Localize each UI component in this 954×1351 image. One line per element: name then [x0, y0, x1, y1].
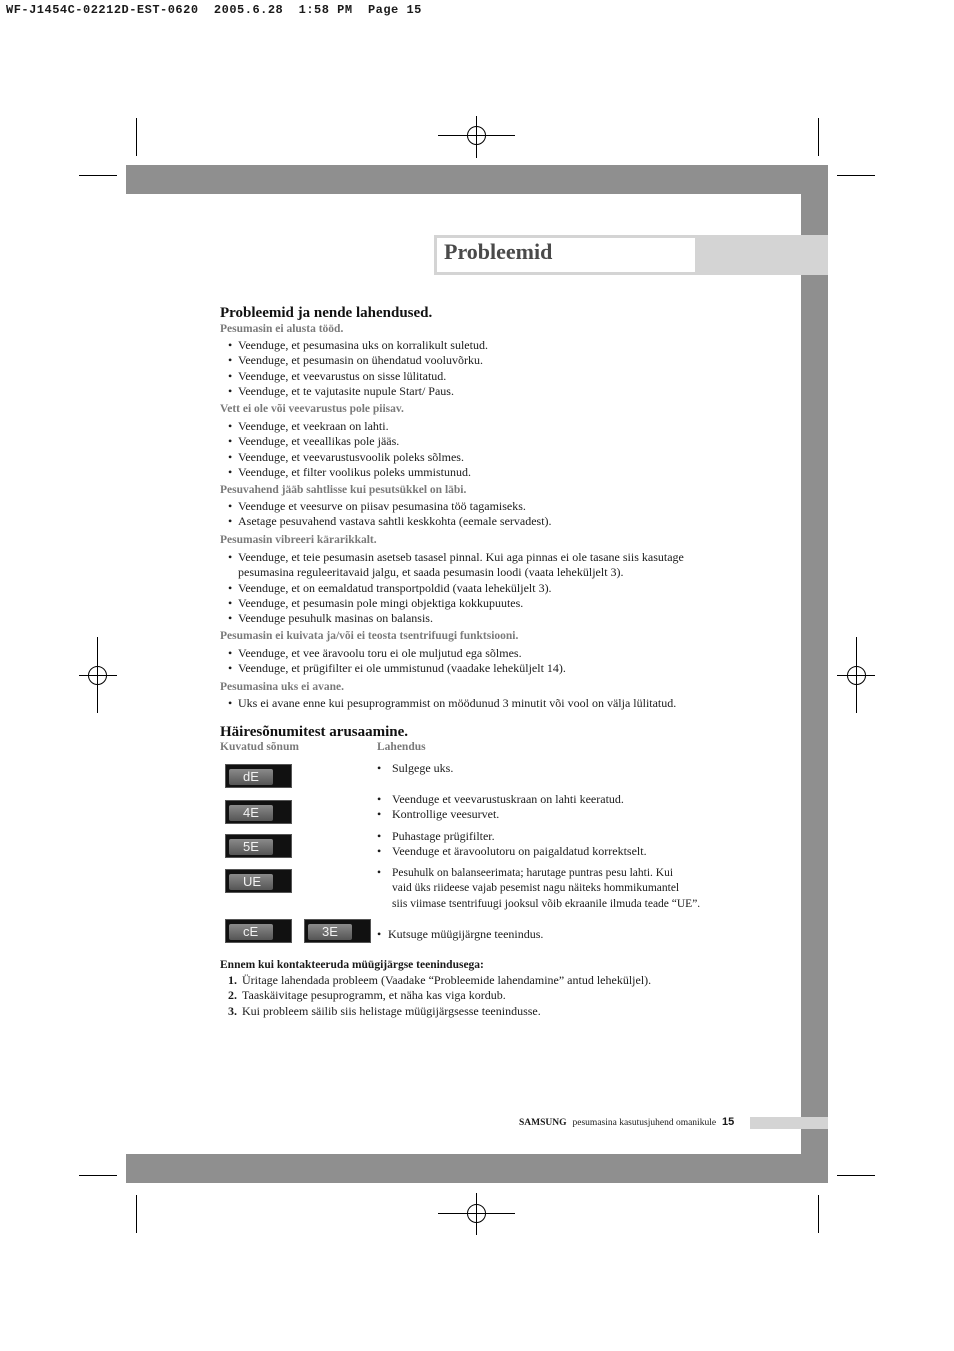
- error-code-display: UE: [225, 869, 292, 893]
- error-code-display: cE: [225, 919, 292, 943]
- list-item: • Veenduge, et prügifilter ei ole ummistunud (vaadake leheküljelt 14).: [220, 661, 566, 676]
- group-list: [220, 338, 488, 399]
- solution-text: • Kutsuge müügijärgne teenindus.: [377, 927, 543, 942]
- section-title: Häiresõnumitest arusaamine.: [220, 724, 409, 740]
- step-item: 1. Üritage lahendada probleem (Vaadake “Probleemide lahendamine” antud leheküljel).: [228, 973, 652, 987]
- group-list: [220, 499, 552, 530]
- group-heading: Pesumasin vibreeri kärarikkalt.: [220, 534, 377, 546]
- footer-bar: [750, 1117, 828, 1129]
- group-heading: Pesumasin ei alusta tööd.: [220, 323, 344, 335]
- before-contact-heading: Ennem kui kontakteeruda müügijärgse teenindusega:: [220, 959, 484, 971]
- list-item: • Veenduge, et te vajutasite nupule Start/ Paus.: [220, 384, 488, 399]
- list-item: • Veenduge, et pesumasina uks on korralikult suletud.: [220, 338, 488, 353]
- list-item: • Veenduge, et pesumasin pole mingi objektiga kokkupuutes.: [220, 596, 710, 611]
- section-title: Probleemid ja nende lahendused.: [220, 305, 433, 321]
- solution-text: • Puhastage prügifilter. • Veenduge et äravoolutoru on paigaldatud korrektselt.: [377, 829, 647, 860]
- solution-text: • Veenduge et veevarustuskraan on lahti keeratud. • Kontrollige veesurvet.: [377, 792, 624, 823]
- page-number: 15: [722, 1116, 735, 1128]
- steps-list: [220, 973, 651, 1019]
- list-item: • Veenduge et veesurve on piisav pesumasina töö tagamiseks.: [220, 499, 552, 514]
- column-header-message: Kuvatud sõnum: [220, 741, 299, 753]
- footer-text: pesumasina kasutusjuhend omanikule: [572, 1118, 717, 1128]
- group-heading: Pesumasin ei kuivata ja/või ei teosta tsentrifuugi funktsiooni.: [220, 630, 519, 642]
- list-item: • Veenduge, et teie pesumasin asetseb tasasel pinnal. Kui aga pinnas ei ole tasane siis kasutage pesumasina reguleeritavaid jalgu, et saada pesumasin loodi (vaata leheküljelt 3).: [220, 550, 710, 581]
- list-item: • Veenduge, et veevarustus on sisse lülitatud.: [220, 369, 488, 384]
- step-item: 2. Taaskäivitage pesuprogramm, et näha kas viga kordub.: [228, 988, 506, 1003]
- group-heading: Vett ei ole või veevarustus pole piisav.: [220, 403, 404, 415]
- solution-text: • Sulgege uks.: [377, 761, 453, 776]
- list-item: • Veenduge, et veevarustusvoolik poleks sõlmes.: [220, 450, 471, 465]
- error-code-display: 4E: [225, 800, 292, 824]
- print-header: WF-J1454C-02212D-EST-0620 2005.6.28 1:58 PM Page 15: [6, 3, 422, 17]
- brand-name: SAMSUNG: [519, 1118, 567, 1128]
- error-code-display: 3E: [304, 919, 371, 943]
- list-item: • Veenduge, et pesumasin on ühendatud vooluvõrku.: [220, 353, 488, 368]
- group-list: [220, 419, 471, 480]
- list-item: • Asetage pesuvahend vastava sahtli keskkohta (eemale servadest).: [220, 514, 552, 529]
- step-item: 3. Kui probleem säilib siis helistage müügijärgsesse teenindusse.: [228, 1003, 541, 1018]
- list-item: • Veenduge, et on eemaldatud transportpoldid (vaata leheküljelt 3).: [220, 581, 710, 596]
- list-item: • Veenduge, et filter voolikus poleks ummistunud.: [220, 465, 471, 480]
- list-item: • Uks ei avane enne kui pesuprogrammist on möödunud 3 minutit või vool on välja lülitatud.: [220, 696, 676, 711]
- error-code-display: 5E: [225, 834, 292, 858]
- page-title: Probleemid: [444, 239, 553, 264]
- page-footer: [519, 1116, 734, 1128]
- right-band: [801, 165, 828, 1183]
- bottom-band: [126, 1154, 828, 1183]
- column-header-solution: Lahendus: [377, 741, 426, 753]
- solution-text: • Pesuhulk on balanseerimata; harutage puntras pesu lahti. Kui vaid üks riideese vajab pesemist nagu näiteks hommikumantel siis viimase tsentrifuugi jooksul võib ekraanile ilmuda teade “UE”.: [377, 866, 700, 912]
- list-item: • Veenduge, et veeallikas pole jääs.: [220, 434, 471, 449]
- group-heading: Pesuvahend jääb sahtlisse kui pesutsükkel on läbi.: [220, 484, 467, 496]
- error-code-display: dE: [225, 764, 292, 788]
- group-list: [220, 696, 676, 711]
- title-tail: [698, 235, 828, 275]
- list-item: • Veenduge pesuhulk masinas on balansis.: [220, 611, 710, 626]
- list-item: • Veenduge, et vee äravoolu toru ei ole muljutud ega sõlmes.: [220, 646, 566, 661]
- top-band: [126, 165, 828, 194]
- group-list: [220, 550, 710, 626]
- group-heading: Pesumasina uks ei avane.: [220, 681, 344, 693]
- list-item: • Veenduge, et veekraan on lahti.: [220, 419, 471, 434]
- group-list: [220, 646, 566, 677]
